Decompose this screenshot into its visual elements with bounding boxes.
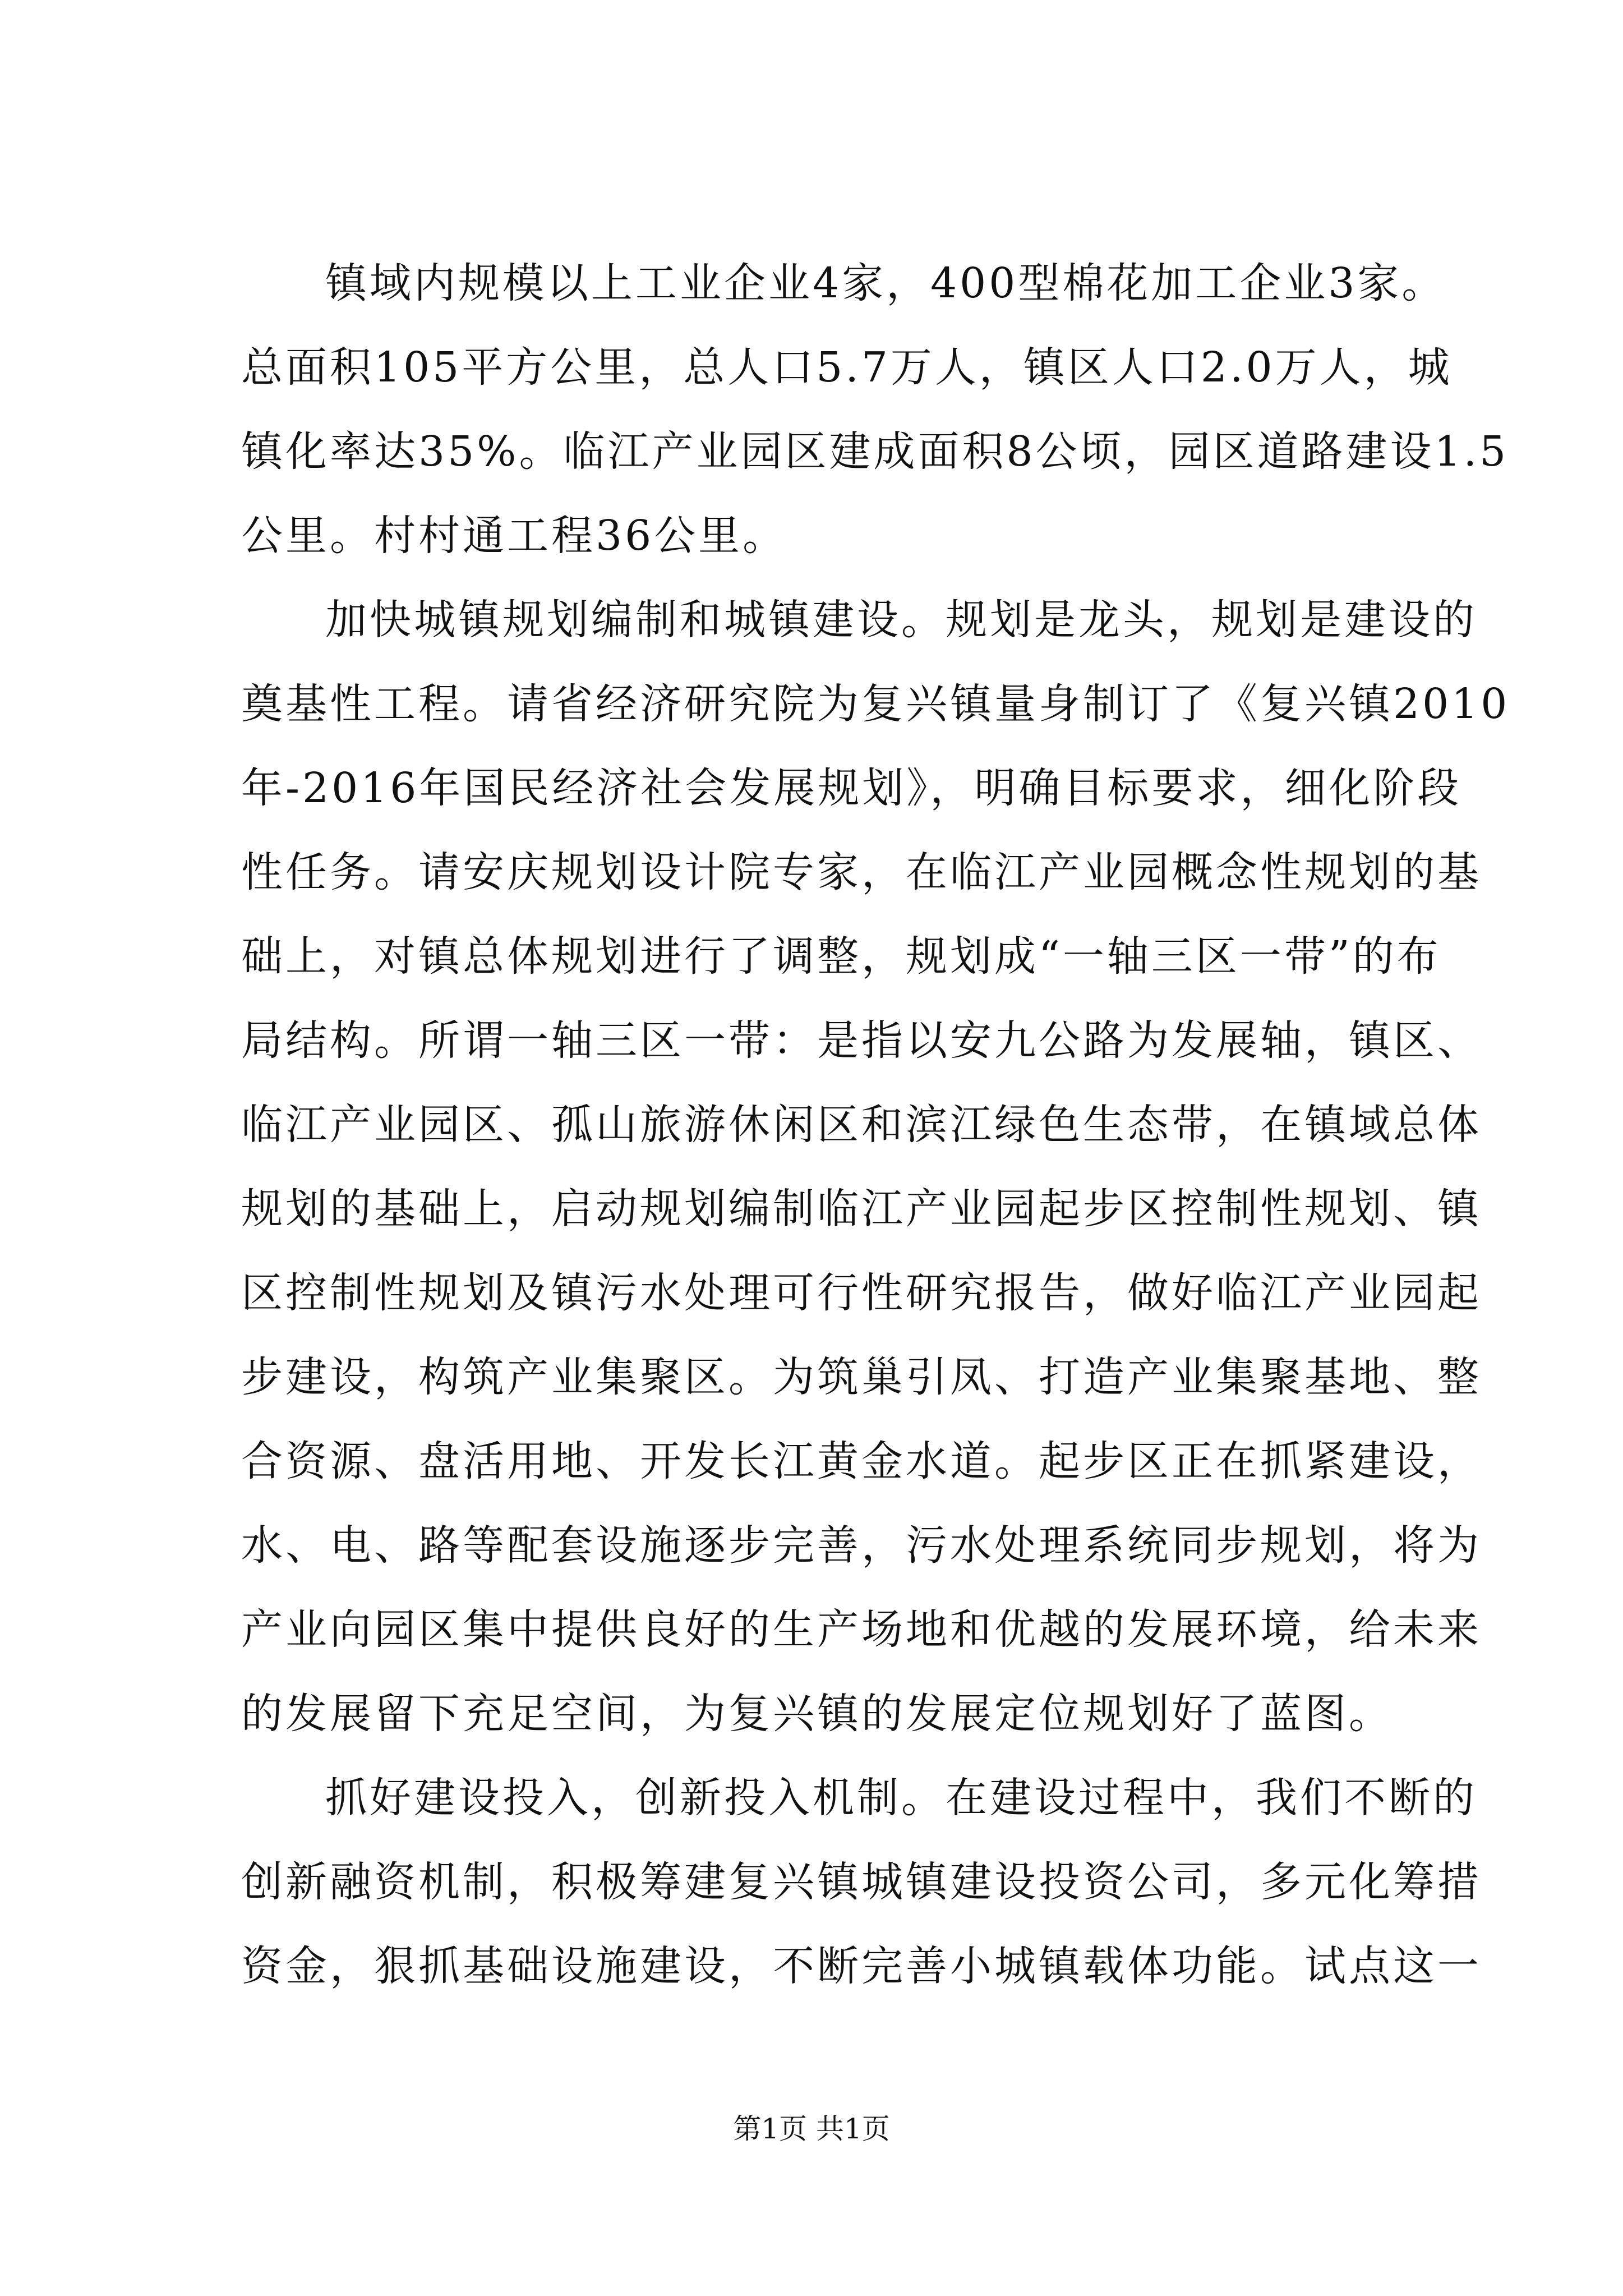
text-line: 镇域内规模以上工业企业4家，400型棉花加工企业3家。 [325,259,1446,307]
text-line: 奠基性工程。请省经济研究院为复兴镇量身制订了《复兴镇2010 [241,680,1510,728]
document-body [241,241,1510,2008]
page-number-footer: 第1页 共1页 [733,2113,890,2145]
text-line: 水、电、路等配套设施逐步完善，污水处理系统同步规划，将为 [241,1521,1482,1570]
paragraph-3 [241,1756,1482,2008]
text-line: 年-2016年国民经济社会发展规划》，明确目标要求，细化阶段 [241,764,1462,812]
text-line: 合资源、盘活用地、开发长江黄金水道。起步区正在抓紧建设， [241,1437,1482,1485]
text-line: 局结构。所谓一轴三区一带：是指以安九公路为发展轴，镇区、 [241,1016,1482,1065]
text-line: 步建设，构筑产业集聚区。为筑巢引凤、打造产业集聚基地、整 [241,1353,1482,1401]
text-line: 镇化率达35%。临江产业园区建成面积8公顷，园区道路建设1.5 [241,427,1509,476]
text-line: 区控制性规划及镇污水处理可行性研究报告，做好临江产业园起 [241,1269,1482,1317]
text-line: 加快城镇规划编制和城镇建设。规划是龙头，规划是建设的 [325,596,1477,644]
text-line: 资金，狠抓基础设施建设，不断完善小城镇载体功能。试点这一 [241,1942,1482,1990]
text-line: 性任务。请安庆规划设计院专家，在临江产业园概念性规划的基 [241,848,1482,896]
text-line: 抓好建设投入，创新投入机制。在建设过程中，我们不断的 [325,1774,1477,1822]
text-line: 临江产业园区、孤山旅游休闲区和滨江绿色生态带，在镇域总体 [241,1101,1482,1149]
paragraph-1 [241,241,1509,578]
text-line: 公里。村村通工程36公里。 [241,512,787,560]
text-line: 创新融资机制，积极筹建复兴镇城镇建设投资公司，多元化筹措 [241,1858,1482,1906]
text-line: 础上，对镇总体规划进行了调整，规划成“一轴三区一带”的布 [241,932,1441,981]
text-line: 产业向园区集中提供良好的生产场地和优越的发展环境，给未来 [241,1605,1482,1654]
text-line: 总面积105平方公里，总人口5.7万人，镇区人口2.0万人，城 [241,343,1453,392]
text-line: 的发展留下充足空间，为复兴镇的发展定位规划好了蓝图。 [241,1690,1393,1738]
text-line: 规划的基础上，启动规划编制临江产业园起步区控制性规划、镇 [241,1185,1482,1233]
paragraph-2 [241,578,1510,1756]
